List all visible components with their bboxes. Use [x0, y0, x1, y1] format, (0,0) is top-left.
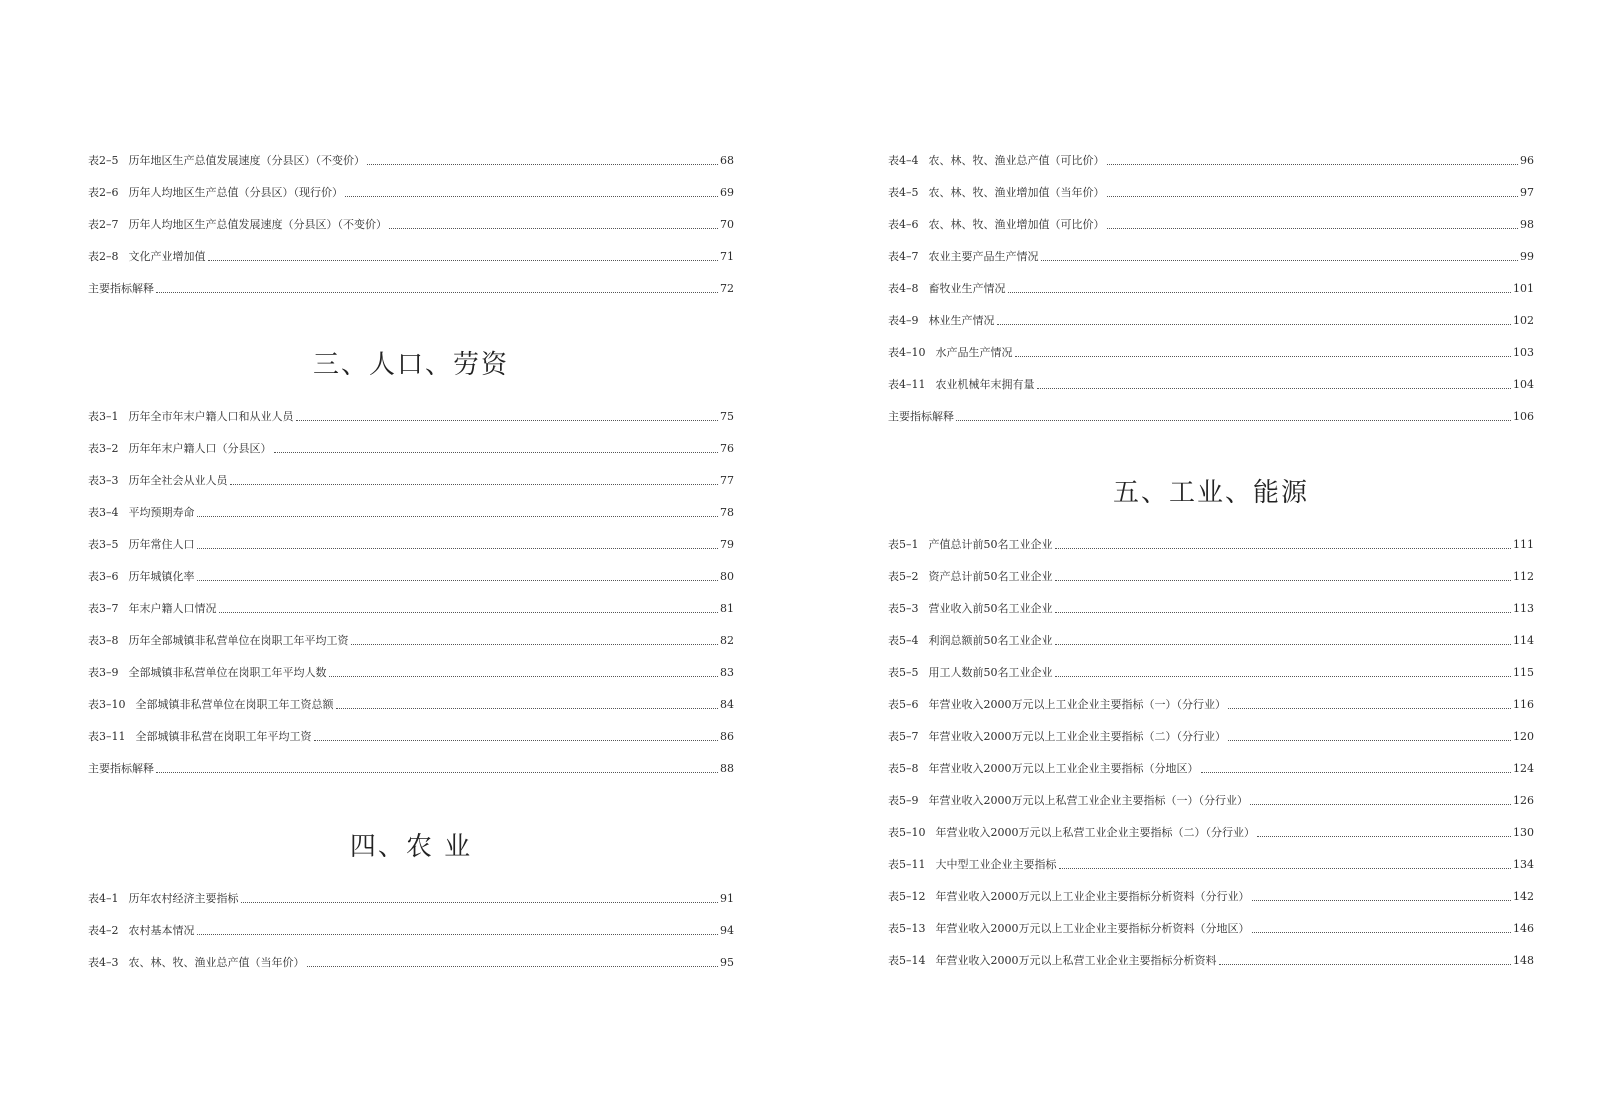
page-number: 112	[1513, 570, 1534, 583]
dot-leader	[1107, 164, 1519, 165]
table-number: 表2–7	[88, 218, 119, 231]
entry-title: 利润总额前50名工业企业	[928, 634, 1053, 647]
page-number: 130	[1513, 826, 1534, 839]
dot-leader	[1219, 964, 1512, 965]
table-number: 表5–13	[888, 922, 926, 935]
page-number: 99	[1520, 250, 1534, 263]
table-number: 表5–9	[888, 794, 919, 807]
table-number: 表5–2	[888, 570, 919, 583]
toc-entry[interactable]	[888, 916, 1534, 936]
entry-title: 农、林、牧、渔业增加值（可比价）	[928, 218, 1105, 231]
dot-leader	[1107, 228, 1519, 229]
page-number: 76	[720, 442, 734, 455]
table-number: 表5–11	[888, 858, 926, 871]
entry-title: 年营业收入2000万元以上工业企业主要指标（二）（分行业）	[928, 730, 1226, 743]
page-number: 88	[720, 762, 734, 775]
entry-title: 林业生产情况	[928, 314, 995, 327]
dot-leader	[345, 196, 718, 197]
entry-title: 用工人数前50名工业企业	[928, 666, 1053, 679]
toc-entry[interactable]	[88, 436, 734, 456]
dot-leader	[307, 966, 719, 967]
entry-title: 历年城镇化率	[128, 570, 195, 583]
page-number: 72	[720, 282, 734, 295]
dot-leader	[197, 548, 719, 549]
table-number: 表3–3	[88, 474, 119, 487]
table-number: 表4–7	[888, 250, 919, 263]
toc-entry[interactable]	[88, 404, 734, 424]
toc-entry[interactable]	[888, 308, 1534, 328]
entry-title: 年营业收入2000万元以上工业企业主要指标（分地区）	[928, 762, 1199, 775]
entry-title: 营业收入前50名工业企业	[928, 602, 1053, 615]
dot-leader	[997, 324, 1512, 325]
dot-leader	[208, 260, 719, 261]
page-number: 98	[1520, 218, 1534, 231]
entry-title: 农、林、牧、渔业总产值（可比价）	[928, 154, 1105, 167]
page-number: 120	[1513, 730, 1534, 743]
entry-title: 农、林、牧、渔业增加值（当年价）	[928, 186, 1105, 199]
table-number: 表5–10	[888, 826, 926, 839]
entry-title: 农业主要产品生产情况	[928, 250, 1039, 263]
page-number: 80	[720, 570, 734, 583]
table-number: 表3–7	[88, 602, 119, 615]
entry-title: 全部城镇非私营单位在岗职工年平均人数	[128, 666, 327, 679]
entry-title: 历年地区生产总值发展速度（分县区）（不变价）	[128, 154, 365, 167]
table-number: 表4–4	[888, 154, 919, 167]
dot-leader	[1201, 772, 1512, 773]
page-number: 111	[1513, 538, 1534, 551]
dot-leader	[1252, 900, 1512, 901]
table-number: 表5–3	[888, 602, 919, 615]
entry-title: 历年年末户籍人口（分县区）	[128, 442, 272, 455]
table-number: 表4–1	[88, 892, 119, 905]
table-number: 表3–8	[88, 634, 119, 647]
toc-entry[interactable]	[888, 724, 1534, 744]
entry-title: 农业机械年末拥有量	[935, 378, 1035, 391]
toc-entry[interactable]	[888, 852, 1534, 872]
entry-title: 历年农村经济主要指标	[128, 892, 239, 905]
dot-leader	[367, 164, 718, 165]
entry-title: 年营业收入2000万元以上私营工业企业主要指标（一）（分行业）	[928, 794, 1248, 807]
toc-entry[interactable]	[888, 532, 1534, 552]
table-number: 表4–8	[888, 282, 919, 295]
dot-leader	[1008, 292, 1512, 293]
table-number: 表5–5	[888, 666, 919, 679]
section-heading: 四、农 业	[349, 832, 473, 862]
dot-leader	[314, 740, 719, 741]
dot-leader	[219, 612, 719, 613]
page-number: 103	[1513, 346, 1534, 359]
entry-title: 历年常住人口	[128, 538, 195, 551]
page-number: 113	[1513, 602, 1534, 615]
table-number: 表3–4	[88, 506, 119, 519]
table-number: 表4–6	[888, 218, 919, 231]
table-number: 表5–8	[888, 762, 919, 775]
page-number: 146	[1513, 922, 1534, 935]
dot-leader	[1257, 836, 1511, 837]
dot-leader	[296, 420, 719, 421]
entry-title: 年营业收入2000万元以上工业企业主要指标（一）（分行业）	[928, 698, 1226, 711]
toc-entry[interactable]	[888, 212, 1534, 232]
page-number: 81	[720, 602, 734, 615]
dot-leader	[1055, 644, 1512, 645]
table-number: 表5–1	[888, 538, 919, 551]
toc-entry[interactable]	[88, 148, 734, 168]
table-number: 表3–1	[88, 410, 119, 423]
page-number: 106	[1513, 410, 1534, 423]
section-heading: 三、人口、劳资	[312, 350, 509, 380]
toc-entry[interactable]	[888, 276, 1534, 296]
page-number: 101	[1513, 282, 1534, 295]
toc-entry[interactable]	[888, 948, 1534, 968]
page-number: 116	[1513, 698, 1534, 711]
entry-title: 历年全市年末户籍人口和从业人员	[128, 410, 294, 423]
toc-entry[interactable]	[88, 212, 734, 232]
dot-leader	[351, 644, 719, 645]
page-number: 115	[1513, 666, 1534, 679]
dot-leader	[274, 452, 719, 453]
toc-entry[interactable]	[88, 756, 734, 776]
table-number: 表3–11	[88, 730, 126, 743]
dot-leader	[1252, 932, 1512, 933]
dot-leader	[336, 708, 719, 709]
page-number: 104	[1513, 378, 1534, 391]
table-number: 表5–14	[888, 954, 926, 967]
entry-title: 畜牧业生产情况	[928, 282, 1006, 295]
table-number: 表3–10	[88, 698, 126, 711]
dot-leader	[1055, 676, 1512, 677]
toc-entry[interactable]	[88, 596, 734, 616]
dot-leader	[1228, 708, 1511, 709]
table-number: 表3–6	[88, 570, 119, 583]
page-number: 77	[720, 474, 734, 487]
entry-title: 水产品生产情况	[935, 346, 1013, 359]
table-number: 表3–9	[88, 666, 119, 679]
entry-title: 主要指标解释	[88, 282, 154, 295]
table-number: 表2–5	[88, 154, 119, 167]
entry-title: 年营业收入2000万元以上私营工业企业主要指标分析资料	[935, 954, 1217, 967]
table-number: 表3–5	[88, 538, 119, 551]
dot-leader	[1107, 196, 1519, 197]
toc-entry[interactable]	[88, 532, 734, 552]
table-number: 表4–3	[88, 956, 119, 969]
entry-title: 全部城镇非私营在岗职工年平均工资	[135, 730, 312, 743]
table-number: 表4–10	[888, 346, 926, 359]
entry-title: 主要指标解释	[88, 762, 154, 775]
toc-entry[interactable]	[88, 724, 734, 744]
dot-leader	[1015, 356, 1512, 357]
entry-title: 年营业收入2000万元以上私营工业企业主要指标（二）（分行业）	[935, 826, 1255, 839]
page-number: 91	[720, 892, 734, 905]
entry-title: 产值总计前50名工业企业	[928, 538, 1053, 551]
page-number: 94	[720, 924, 734, 937]
page-number: 148	[1513, 954, 1534, 967]
table-number: 表4–5	[888, 186, 919, 199]
page-number: 68	[720, 154, 734, 167]
toc-entry[interactable]	[888, 628, 1534, 648]
dot-leader	[197, 516, 719, 517]
page-number: 86	[720, 730, 734, 743]
toc-entry[interactable]	[888, 180, 1534, 200]
dot-leader	[1059, 868, 1512, 869]
entry-title: 历年全部城镇非私营单位在岗职工年平均工资	[128, 634, 349, 647]
entry-title: 历年人均地区生产总值发展速度（分县区）（不变价）	[128, 218, 387, 231]
page-number: 95	[720, 956, 734, 969]
table-number: 表5–4	[888, 634, 919, 647]
toc-entry[interactable]	[888, 596, 1534, 616]
toc-entry[interactable]	[88, 886, 734, 906]
dot-leader	[1250, 804, 1511, 805]
toc-entry[interactable]	[88, 244, 734, 264]
table-number: 表5–12	[888, 890, 926, 903]
page-number: 134	[1513, 858, 1534, 871]
entry-title: 年营业收入2000万元以上工业企业主要指标分析资料（分行业）	[935, 890, 1250, 903]
toc-entry[interactable]	[888, 820, 1534, 840]
entry-title: 文化产业增加值	[128, 250, 206, 263]
toc-entry[interactable]	[88, 276, 734, 296]
dot-leader	[1055, 612, 1512, 613]
table-number: 表2–8	[88, 250, 119, 263]
toc-entry[interactable]	[888, 372, 1534, 392]
page-number: 82	[720, 634, 734, 647]
toc-entry[interactable]	[88, 180, 734, 200]
dot-leader	[389, 228, 718, 229]
dot-leader	[329, 676, 719, 677]
page-number: 126	[1513, 794, 1534, 807]
entry-title: 全部城镇非私营单位在岗职工年工资总额	[135, 698, 334, 711]
dot-leader	[1055, 548, 1512, 549]
entry-title: 资产总计前50名工业企业	[928, 570, 1053, 583]
toc-entry[interactable]	[888, 148, 1534, 168]
entry-title: 平均预期寿命	[128, 506, 195, 519]
dot-leader	[156, 772, 718, 773]
toc-entry[interactable]	[88, 500, 734, 520]
page-number: 78	[720, 506, 734, 519]
dot-leader	[197, 580, 719, 581]
section-heading: 五、工业、能源	[1112, 478, 1309, 508]
toc-entry[interactable]	[888, 660, 1534, 680]
toc-entry[interactable]	[888, 340, 1534, 360]
entry-title: 年末户籍人口情况	[128, 602, 217, 615]
table-number: 表3–2	[88, 442, 119, 455]
dot-leader	[1228, 740, 1511, 741]
page-number: 70	[720, 218, 734, 231]
dot-leader	[230, 484, 719, 485]
toc-entry[interactable]	[888, 692, 1534, 712]
entry-title: 历年全社会从业人员	[128, 474, 228, 487]
page-number: 71	[720, 250, 734, 263]
table-number: 表4–11	[888, 378, 926, 391]
toc-entry[interactable]	[888, 564, 1534, 584]
dot-leader	[1055, 580, 1512, 581]
dot-leader	[1041, 260, 1519, 261]
page-number: 102	[1513, 314, 1534, 327]
toc-entry[interactable]	[88, 564, 734, 584]
toc-entry[interactable]	[88, 628, 734, 648]
toc-entry[interactable]	[888, 756, 1534, 776]
entry-title: 农、林、牧、渔业总产值（当年价）	[128, 956, 305, 969]
toc-entry[interactable]	[888, 884, 1534, 904]
page-number: 124	[1513, 762, 1534, 775]
table-number: 表5–7	[888, 730, 919, 743]
page-number: 79	[720, 538, 734, 551]
page-number: 114	[1513, 634, 1534, 647]
table-number: 表5–6	[888, 698, 919, 711]
toc-entry[interactable]	[88, 918, 734, 938]
toc-entry[interactable]	[88, 660, 734, 680]
dot-leader	[241, 902, 719, 903]
page-number: 84	[720, 698, 734, 711]
table-number: 表4–2	[88, 924, 119, 937]
page-number: 69	[720, 186, 734, 199]
dot-leader	[197, 934, 719, 935]
entry-title: 历年人均地区生产总值（分县区）（现行价）	[128, 186, 343, 199]
toc-entry[interactable]	[888, 404, 1534, 424]
table-number: 表4–9	[888, 314, 919, 327]
toc-entry[interactable]	[88, 468, 734, 488]
entry-title: 农村基本情况	[128, 924, 195, 937]
dot-leader	[1037, 388, 1512, 389]
toc-entry[interactable]	[888, 788, 1534, 808]
toc-entry[interactable]	[88, 950, 734, 970]
dot-leader	[156, 292, 718, 293]
page-number: 75	[720, 410, 734, 423]
entry-title: 主要指标解释	[888, 410, 954, 423]
entry-title: 年营业收入2000万元以上工业企业主要指标分析资料（分地区）	[935, 922, 1250, 935]
dot-leader	[956, 420, 1511, 421]
page-number: 96	[1520, 154, 1534, 167]
page-number: 97	[1520, 186, 1534, 199]
page-number: 142	[1513, 890, 1534, 903]
toc-entry[interactable]	[888, 244, 1534, 264]
page-number: 83	[720, 666, 734, 679]
toc-entry[interactable]	[88, 692, 734, 712]
table-number: 表2–6	[88, 186, 119, 199]
entry-title: 大中型工业企业主要指标	[935, 858, 1057, 871]
